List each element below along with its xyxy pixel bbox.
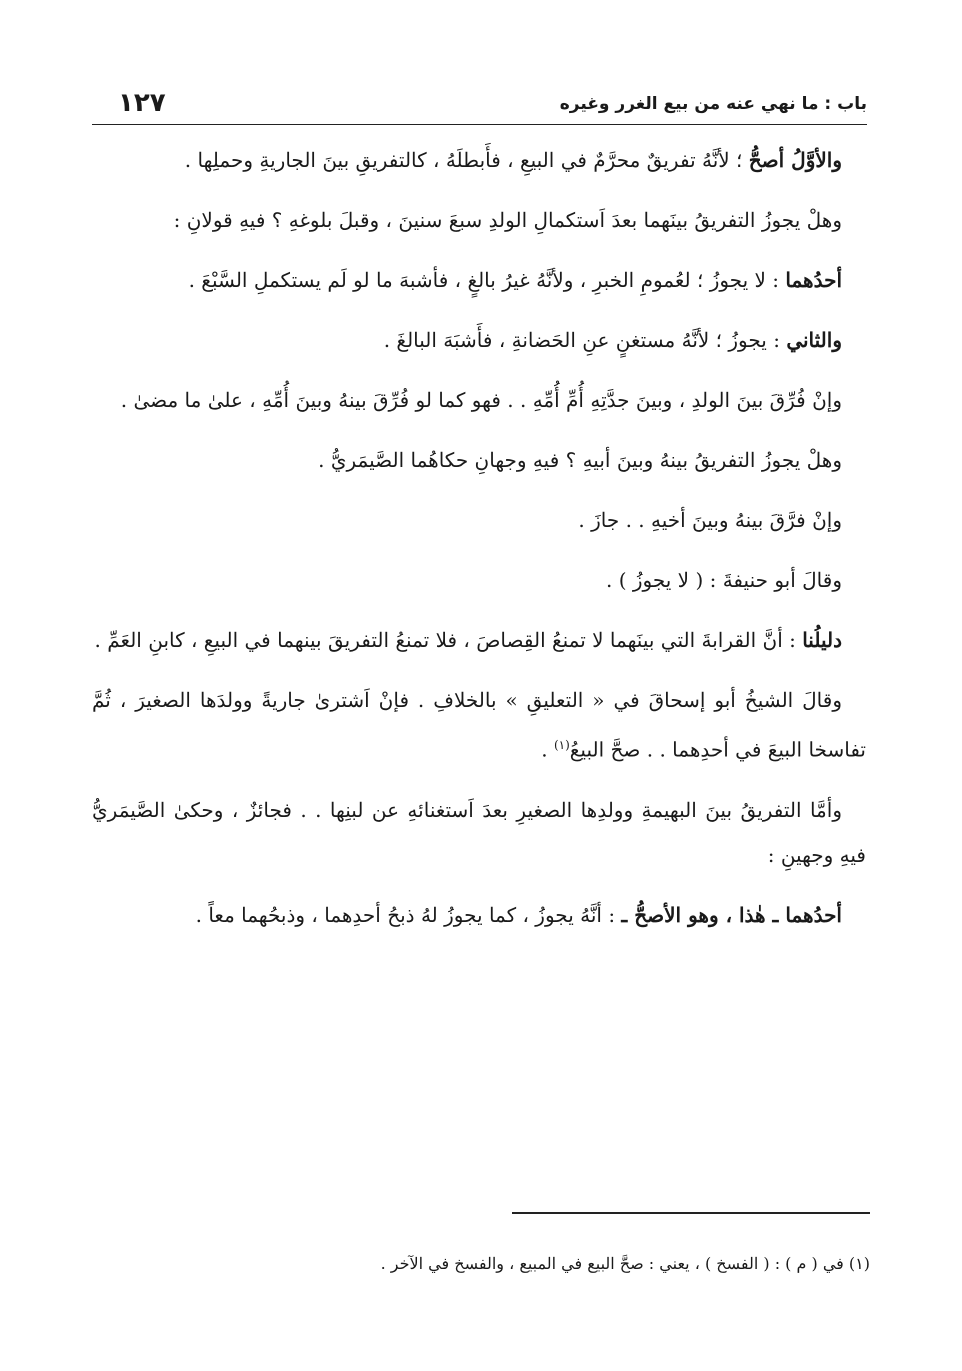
running-header <box>92 88 867 125</box>
paragraph-text: : أنَّ القرابةَ التي بينَهما لا تمنعُ القِصاصَ ، فلا تمنعُ التفريقَ بينهما في البيعِ ، كابنِ العَمِّ . <box>94 628 803 652</box>
paragraph <box>92 558 866 603</box>
paragraph-lead: والأوَّلُ أصحُّ <box>748 148 842 172</box>
paragraph-text: : أنَّهُ يجوزُ ، كما يجوزُ لهُ ذبحُ أحدِهما ، وذبحُهما معاً . <box>195 902 622 927</box>
paragraph <box>92 788 866 878</box>
chapter-title: باب : ما نهي عنه من بيع الغرر وغيره <box>559 94 867 114</box>
paragraph-text: وإنْ فُرِّقَ بينَ الولدِ ، وبينَ جدَّتِهِ أُمِّ أُمِّهِ . . فهو كما لو فُرِّقَ بينهُ وبينَ أُمِّهِ ، علىٰ ما مضىٰ . <box>120 388 842 412</box>
paragraph-lead: أحدُهما ـ هٰذا ، وهو الأصحُّ ـ <box>621 902 842 927</box>
paragraph-text: : لا يجوزُ ؛ لعُمومِ الخبرِ ، ولأنَّهُ غيرُ بالغٍ ، فأشبهَ ما لو لَم يستكملِ السَّبْعَ . <box>188 268 786 292</box>
paragraph-text: وهلْ يجوزُ التفريقُ بينَهما بعدَ اَستكمالِ الولدِ سبعَ سنينَ ، وقبلَ بلوغهِ ؟ فيهِ قولانِ : <box>173 208 842 232</box>
paragraph-lead: دليلُنا <box>802 628 842 652</box>
paragraph-text: وقالَ الشيخُ أبو إسحاقَ في « التعليقِ » بالخلافِ . فإنْ اَشترىٰ جاريةً وولدَها الصغيرَ ، ثُمَّ تفاسخا البيعَ في أحدِهما . . صحَّ البيعُ <box>92 688 866 762</box>
paragraph <box>92 678 866 773</box>
paragraph <box>92 893 866 938</box>
paragraph-lead: والثاني <box>786 328 842 352</box>
paragraph <box>92 318 866 363</box>
footnote-divider <box>512 1212 870 1214</box>
paragraph-tail: . <box>541 737 554 762</box>
paragraph <box>92 498 866 543</box>
footnote-marker: (١) <box>848 1254 870 1273</box>
paragraph-text: وإنْ فرَّقَ بينهُ وبينَ أخيهِ . . جازَ . <box>578 508 842 532</box>
page-number: ١٢٧ <box>118 88 166 118</box>
paragraph <box>92 258 866 303</box>
main-text <box>92 138 866 953</box>
paragraph-text: وأمَّا التفريقُ بينَ البهيمةِ وولدِها الصغيرِ بعدَ اَستغنائهِ عن لبنِها . . فجائزٌ ، وحكىٰ الصَّيمَريُّ فيهِ وجهينِ : <box>92 797 866 867</box>
paragraph <box>92 138 866 183</box>
footnote-text: في ( م ) : ( الفسخ ) ، يعني : صحَّ البيع في المبيع ، والفسخ في الآخر . <box>380 1254 844 1273</box>
footnote <box>92 1250 870 1278</box>
paragraph-lead: أحدُهما <box>785 268 842 292</box>
paragraph-text: وهلْ يجوزُ التفريقُ بينهُ وبينَ أبيهِ ؟ فيهِ وجهانِ حكاهُما الصَّيمَريُّ . <box>318 448 842 472</box>
paragraph <box>92 378 866 423</box>
paragraph <box>92 438 866 483</box>
paragraph <box>92 198 866 243</box>
paragraph-text: وقالَ أبو حنيفةَ : ( لا يجوزُ ) . <box>605 568 842 592</box>
paragraph <box>92 618 866 663</box>
footnote-reference[interactable]: (١) <box>553 738 570 752</box>
paragraph-text: ؛ لأنَّهُ تفريقٌ محرَّمٌ في البيعِ ، فأَبطلَهُ ، كالتفريقِ بينَ الجاريةِ وحملِها . <box>184 148 749 172</box>
paragraph-text: : يجوزُ ؛ لأنَّهُ مستغنٍ عنِ الحَضانةِ ، فأَشبَهَ البالغَ . <box>383 328 787 352</box>
